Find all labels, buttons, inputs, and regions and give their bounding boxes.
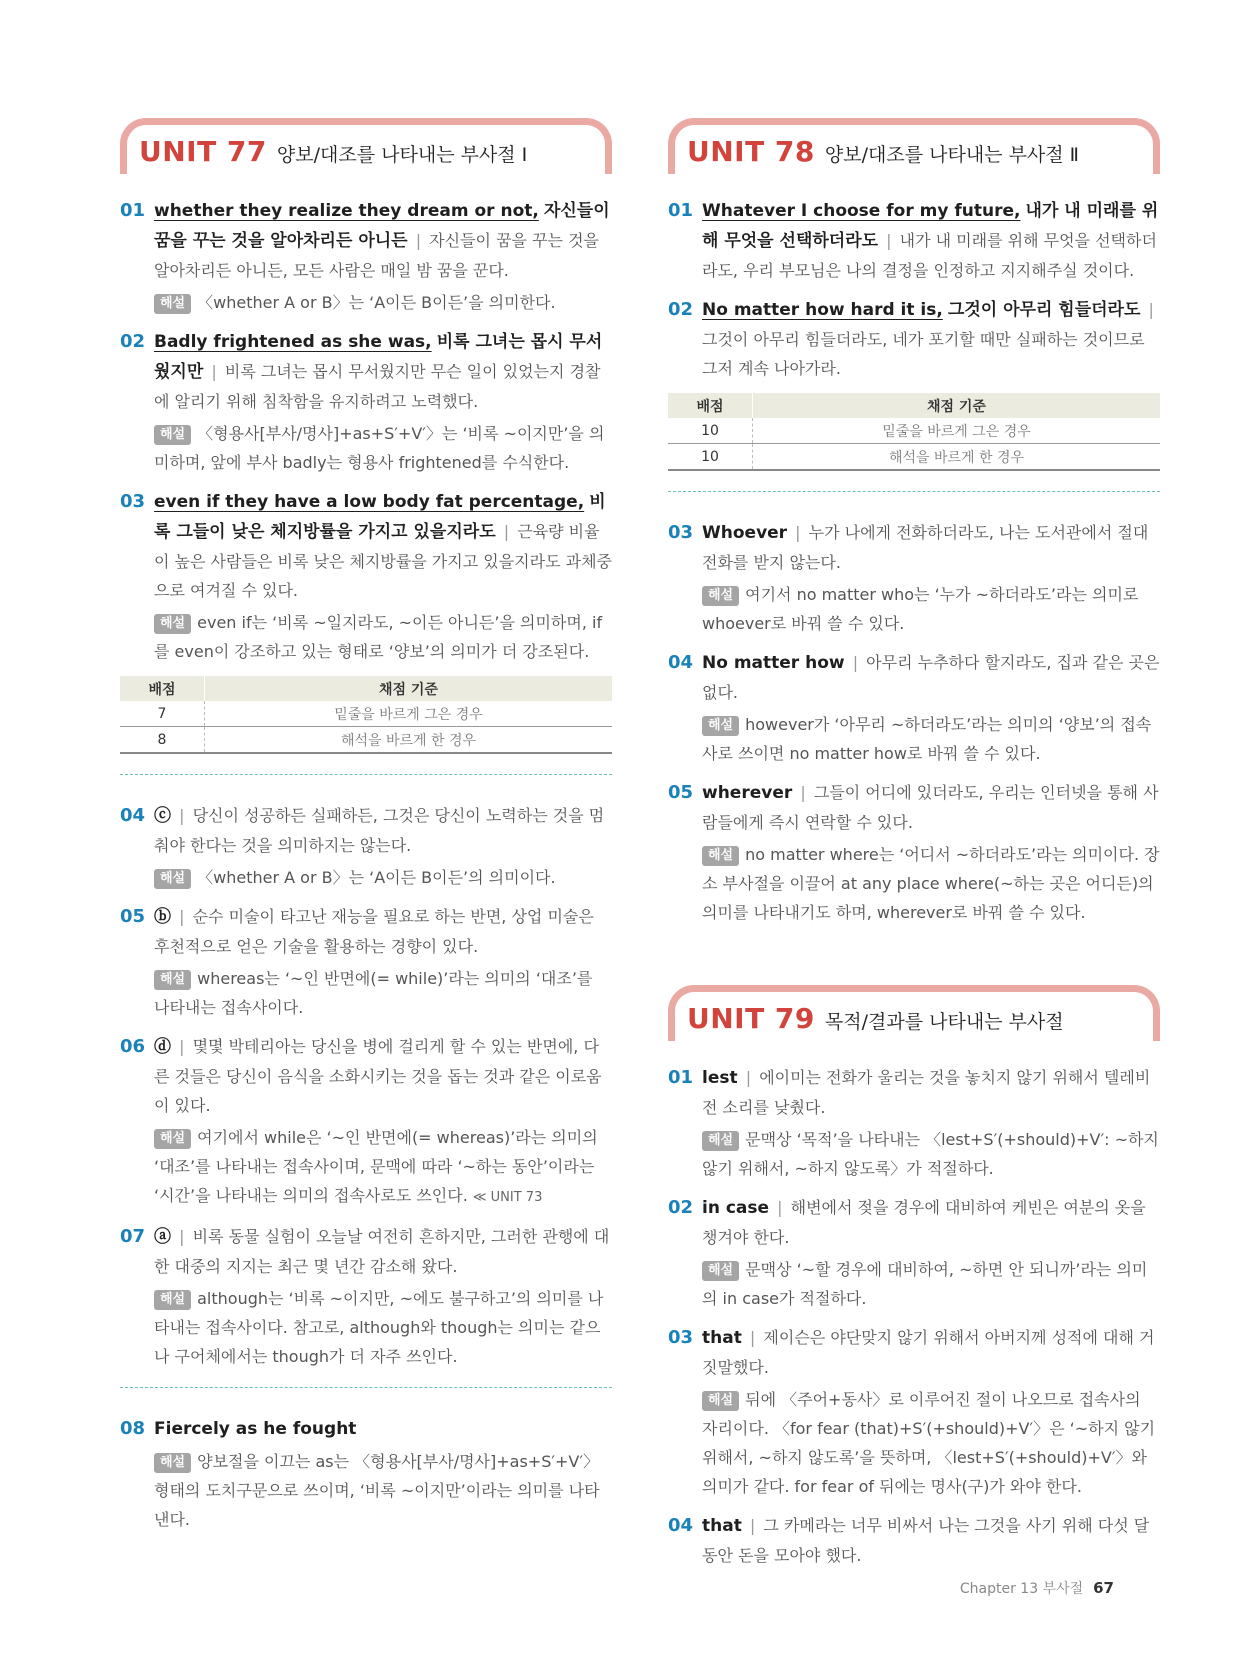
explanation-badge: 해설 (154, 970, 191, 990)
item-number: 01 (120, 200, 146, 221)
explanation (154, 863, 612, 892)
translation: 누가 나에게 전화하더라도, 나는 도서관에서 절대 전화를 받지 않는다. (702, 523, 1149, 572)
answer-english: Whatever I choose for my future, (702, 201, 1021, 221)
answer-item (120, 327, 612, 477)
table-row (668, 444, 1160, 471)
translation: 그것이 아무리 힘들더라도, 네가 포기할 때만 실패하는 것이므로 그저 계속 나아가라. (702, 330, 1145, 378)
score-cell: 8 (120, 727, 205, 754)
chapter-label: Chapter 13 부사절 (959, 1581, 1084, 1597)
right-column (668, 118, 1160, 1580)
separator: | (179, 1227, 185, 1246)
answer-item (668, 648, 1160, 768)
unit-77-subtitle: 양보/대조를 나타내는 부사절 Ⅰ (276, 144, 528, 166)
answer-item (668, 1193, 1160, 1313)
explanation-badge: 해설 (154, 614, 191, 634)
explanation (154, 608, 612, 666)
explanation-text: 〈형용사[부사/명사]+as+S′+V′〉는 ‘비록 ~이지만’을 의미하며, 앞에 부사 badly는 형용사 frightened를 수식한다. (154, 424, 605, 472)
answer-item (668, 295, 1160, 383)
item-number: 01 (668, 1067, 694, 1088)
table-header-score: 배점 (668, 393, 753, 418)
explanation (702, 1255, 1160, 1313)
item-number: 06 (120, 1036, 146, 1057)
explanation-badge: 해설 (702, 1131, 739, 1151)
explanation-text: however가 ‘아무리 ~하더라도’라는 의미의 ‘양보’의 접속사로 쓰이면 no matter how로 바꿔 쓸 수 있다. (702, 715, 1152, 763)
explanation-badge: 해설 (702, 1261, 739, 1281)
table-header-criterion: 채점 기준 (205, 676, 613, 701)
answer-korean: 그것이 아무리 힘들더라도 (947, 300, 1141, 320)
section-divider (120, 1387, 612, 1388)
translation: 몇몇 박테리아는 당신을 병에 걸리게 할 수 있는 반면에, 다른 것들은 당신이 음식을 소화시키는 것을 돕는 것과 같은 이로움이 있다. (154, 1037, 602, 1115)
table-header-score: 배점 (120, 676, 205, 701)
explanation-text: 양보절을 이끄는 as는 〈형용사[부사/명사]+as+S′+V′〉 형태의 도치구문으로 쓰이며, ‘비록 ~이지만’이라는 의미를 나타낸다. (154, 1452, 600, 1529)
explanation-text: 〈whether A or B〉는 ‘A이든 B이든’을 의미한다. (197, 293, 556, 312)
answer-korean: 내가 내 미래를 위해 무엇을 선택하더라도 (702, 201, 1159, 251)
criterion-cell: 밑줄을 바르게 그은 경우 (205, 701, 613, 727)
answer-item (120, 902, 612, 1022)
answer-item (120, 487, 612, 666)
explanation-text: although는 ‘비록 ~이지만, ~에도 불구하고’의 의미를 나타내는 접속사이다. 참고로, although와 though는 의미는 같으나 구어체에서는 though가 더 자주 쓰인다. (154, 1289, 604, 1366)
answer-korean: 자신들이 꿈을 꾸는 것을 알아차리든 아니든 (154, 201, 610, 251)
answer: wherever (702, 783, 793, 803)
answer: ⓑ (154, 907, 171, 927)
explanation (154, 419, 612, 477)
page-footer (960, 1578, 1114, 1598)
answer: ⓐ (154, 1227, 171, 1247)
explanation-badge: 해설 (154, 425, 191, 445)
translation: 내가 내 미래를 위해 무엇을 선택하더라도, 우리 부모님은 나의 결정을 인정하고 지지해주실 것이다. (702, 231, 1157, 280)
translation: 해변에서 젖을 경우에 대비하여 케빈은 여분의 옷을 챙겨야 한다. (702, 1198, 1146, 1247)
translation: 그들이 어디에 있더라도, 우리는 인터넷을 통해 사람들에게 즉시 연락할 수 있다. (702, 783, 1159, 832)
item-number: 05 (668, 782, 694, 803)
item-number: 04 (668, 652, 694, 673)
item-number: 02 (668, 1197, 694, 1218)
separator: | (800, 783, 806, 802)
answer: ⓒ (154, 806, 171, 826)
answer: Fiercely as he fought (154, 1419, 357, 1439)
criterion-cell: 해석을 바르게 한 경우 (205, 727, 613, 754)
separator: | (745, 1068, 752, 1087)
explanation (702, 1385, 1160, 1501)
unit-reference: ≪ UNIT 73 (472, 1190, 543, 1205)
answer-english: whether they realize they dream or not, (154, 201, 539, 221)
answer-item (120, 1414, 612, 1534)
item-number: 05 (120, 906, 146, 927)
explanation-text: 여기에서 while은 ‘~인 반면에(= whereas)’라는 의미의 ‘대조’를 나타내는 접속사이며, 문맥에 따라 ‘~하는 동안’이라는 ‘시간’을 나타내는 의미의 접속사로도 쓰인다. (154, 1128, 598, 1205)
item-number: 02 (668, 299, 694, 320)
unit-79-label: UNIT 79 (687, 1002, 815, 1035)
answer-item (120, 1032, 612, 1212)
explanation-text: no matter where는 ‘어디서 ~하더라도’라는 의미이다. 장소 부사절을 이끌어 at any place where(~하는 곳은 어디든)의 의미를 나타내기도 하며, wherever로 바꿔 쓸 수 있다. (702, 845, 1160, 922)
unit-79-header (668, 985, 1160, 1041)
translation: 근육량 비율이 높은 사람들은 비록 낮은 체지방률을 가지고 있을지라도 과체중으로 여겨질 수 있다. (154, 522, 613, 600)
separator: | (749, 1328, 756, 1347)
explanation-badge: 해설 (702, 716, 739, 736)
translation: 비록 동물 실험이 오늘날 여전히 흔하지만, 그러한 관행에 대한 대중의 지지는 최근 몇 년간 감소해 왔다. (154, 1227, 610, 1276)
page-number: 67 (1093, 1579, 1114, 1597)
separator: | (179, 806, 185, 825)
unit-78-subtitle: 양보/대조를 나타내는 부사절 Ⅱ (824, 144, 1080, 166)
answer-item (668, 196, 1160, 285)
separator: | (852, 653, 859, 672)
answer: that (702, 1516, 742, 1536)
answer-item (120, 196, 612, 317)
left-column (120, 118, 612, 1544)
section-divider (668, 491, 1160, 492)
scoring-table (120, 676, 612, 754)
item-number: 03 (668, 1327, 694, 1348)
table-row (120, 727, 612, 754)
explanation-text: 뒤에 〈주어+동사〉로 이루어진 절이 나오므로 접속사의 자리이다. 〈for fear (that)+S′(+should)+V′〉은 ‘~하지 않기 위해서, ~하지 않도록’을 뜻하며, 〈lest+S′(+should)+V′〉와 의미가 같다. for fear of 뒤에는 명사(구)가 와야 한다. (702, 1390, 1156, 1496)
separator: | (795, 523, 801, 542)
translation: 순수 미술이 타고난 재능을 필요로 하는 반면, 상업 미술은 후천적으로 얻은 기술을 활용하는 경향이 있다. (154, 907, 594, 956)
answer-english: even if they have a low body fat percentage, (154, 492, 585, 512)
answer: that (702, 1328, 742, 1348)
translation: 비록 그녀는 몹시 무서웠지만 무슨 일이 있었는지 경찰에 알리기 위해 침착함을 유지하려고 노력했다. (154, 362, 601, 411)
table-row (668, 418, 1160, 444)
explanation-badge: 해설 (154, 1290, 191, 1310)
separator: | (886, 231, 892, 250)
score-cell: 7 (120, 701, 205, 727)
explanation-text: 문맥상 ‘~할 경우에 대비하여, ~하면 안 되니까’라는 의미의 in case가 적절하다. (702, 1260, 1148, 1308)
separator: | (179, 1037, 185, 1056)
section-divider (120, 774, 612, 775)
answer: in case (702, 1198, 770, 1218)
unit-77-label: UNIT 77 (139, 135, 267, 168)
explanation (702, 840, 1160, 927)
item-number: 08 (120, 1418, 146, 1439)
item-number: 01 (668, 200, 694, 221)
explanation-text: whereas는 ‘~인 반면에(= while)’라는 의미의 ‘대조’를 나타내는 접속사이다. (154, 969, 593, 1017)
table-row (120, 701, 612, 727)
answer-item (120, 1222, 612, 1371)
answer-korean: 비록 그들이 낮은 체지방률을 가지고 있을지라도 (154, 492, 606, 542)
separator: | (777, 1198, 783, 1217)
explanation-badge: 해설 (154, 294, 191, 314)
answer-item (120, 801, 612, 892)
answer-item (668, 778, 1160, 927)
answer-item (668, 1511, 1160, 1570)
answer-korean: 비록 그녀는 몹시 무서웠지만 (154, 332, 603, 382)
item-number: 04 (120, 805, 146, 826)
answer-english: Badly frightened as she was, (154, 332, 432, 352)
explanation (702, 1125, 1160, 1183)
item-number: 02 (120, 331, 146, 352)
criterion-cell: 밑줄을 바르게 그은 경우 (753, 418, 1161, 444)
table-header-criterion: 채점 기준 (753, 393, 1161, 418)
explanation (702, 710, 1160, 768)
explanation-text: 〈whether A or B〉는 ‘A이든 B이든’의 의미이다. (197, 868, 556, 887)
answer: ⓓ (154, 1037, 171, 1057)
translation: 에이미는 전화가 울리는 것을 놓치지 않기 위해서 텔레비전 소리를 낮췄다. (702, 1068, 1151, 1117)
unit-79-subtitle: 목적/결과를 나타내는 부사절 (824, 1011, 1064, 1033)
separator: | (415, 231, 422, 250)
item-number: 03 (668, 522, 694, 543)
explanation-text: 여기서 no matter who는 ‘누가 ~하더라도’라는 의미로 whoever로 바꿔 쓸 수 있다. (702, 585, 1139, 633)
answer-item (668, 518, 1160, 638)
explanation-text: even if는 ‘비록 ~일지라도, ~이든 아니든’을 의미하며, if를 even이 강조하고 있는 형태로 ‘양보’의 의미가 더 강조된다. (154, 613, 603, 661)
separator: | (749, 1516, 756, 1535)
translation: 아무리 누추하다 할지라도, 집과 같은 곳은 없다. (702, 653, 1160, 702)
unit-78-label: UNIT 78 (687, 135, 815, 168)
explanation-badge: 해설 (702, 1391, 739, 1411)
explanation-badge: 해설 (154, 1453, 191, 1473)
scoring-table (668, 393, 1160, 471)
answer: No matter how (702, 653, 845, 673)
item-number: 03 (120, 491, 146, 512)
explanation (154, 1123, 612, 1212)
unit-78-header (668, 118, 1160, 174)
translation: 자신들이 꿈을 꾸는 것을 알아차리든 아니든, 모든 사람은 매일 밤 꿈을 꾼다. (154, 231, 599, 280)
score-cell: 10 (668, 444, 753, 471)
explanation-badge: 해설 (154, 869, 191, 889)
answer-item (668, 1323, 1160, 1501)
explanation (154, 964, 612, 1022)
explanation (154, 1284, 612, 1371)
answer-item (668, 1063, 1160, 1183)
separator: | (1148, 300, 1154, 319)
explanation-badge: 해설 (702, 586, 739, 606)
explanation (154, 288, 612, 317)
explanation (154, 1447, 612, 1534)
explanation-badge: 해설 (154, 1129, 191, 1149)
item-number: 07 (120, 1226, 146, 1247)
score-cell: 10 (668, 418, 753, 444)
explanation (702, 580, 1160, 638)
answer: Whoever (702, 523, 788, 543)
answer-english: No matter how hard it is, (702, 300, 943, 320)
unit-77-header (120, 118, 612, 174)
explanation-text: 문맥상 ‘목적’을 나타내는 〈lest+S′(+should)+V′: ~하지 않기 위해서, ~하지 않도록〉가 적절하다. (702, 1130, 1159, 1178)
separator: | (179, 907, 185, 926)
item-number: 04 (668, 1515, 694, 1536)
explanation-badge: 해설 (702, 846, 739, 866)
answer: lest (702, 1068, 738, 1088)
criterion-cell: 해석을 바르게 한 경우 (753, 444, 1161, 471)
separator: | (211, 362, 217, 381)
translation: 그 카메라는 너무 비싸서 나는 그것을 사기 위해 다섯 달 동안 돈을 모아야 했다. (702, 1516, 1150, 1565)
translation: 제이슨은 야단맞지 않기 위해서 아버지께 성적에 대해 거짓말했다. (702, 1328, 1155, 1377)
separator: | (503, 522, 510, 541)
translation: 당신이 성공하든 실패하든, 그것은 당신이 노력하는 것을 멈춰야 한다는 것을 의미하지는 않는다. (154, 806, 605, 855)
